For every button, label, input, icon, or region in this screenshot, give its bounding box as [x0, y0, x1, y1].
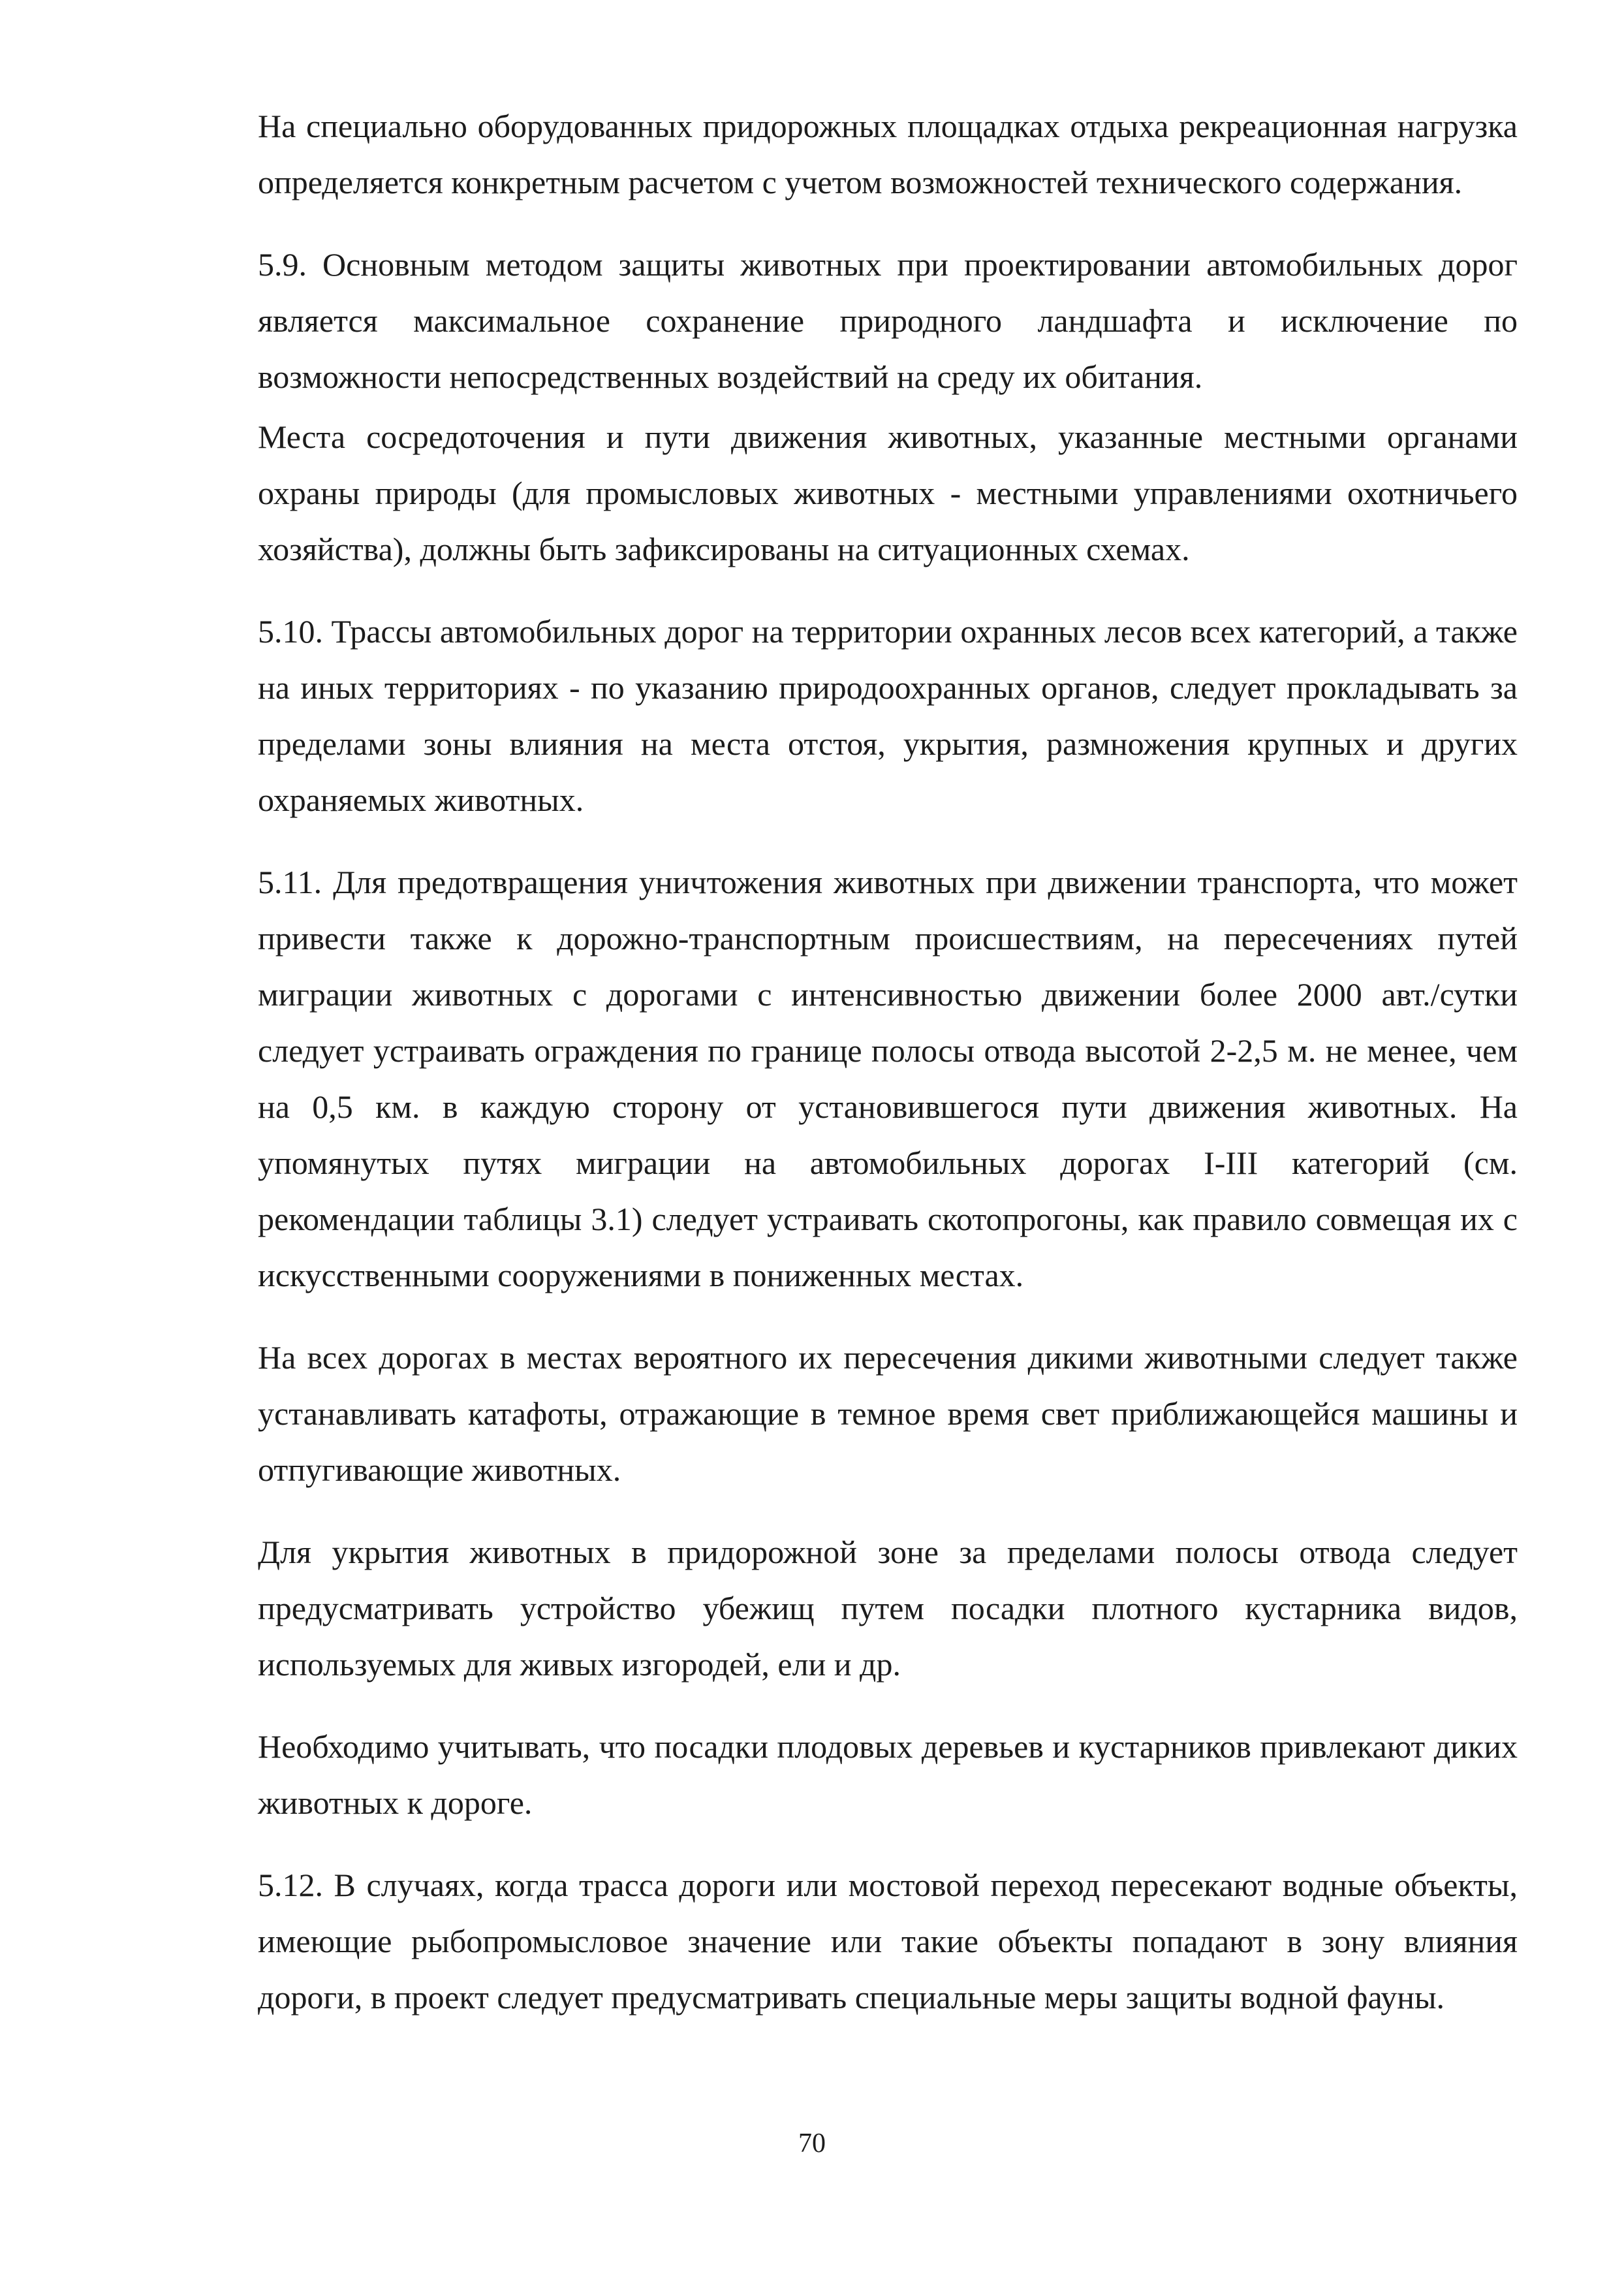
paragraph-5-11: 5.11. Для предотвращения уничтожения животных при движении транспорта, что может привести также к дорожно-транспортным происшествиям, на пересечениях путей миграции животных с дорогами с интенсивностью движении более 2000 авт./сутки следует устраивать ограждения по границе полосы отвода высотой 2-2,5 м. не менее, чем на 0,5 км. в каждую сторону от установившегося пути движения животных. На упомянутых путях миграции на автомобильных дорогах I-III категорий (см. рекомендации таблицы 3.1) следует устраивать скотопрогоны, как правило совмещая их с искусственными сооружениями в пониженных местах. [258, 864, 1518, 1293]
paragraph-animal-locations: Места сосредоточения и пути движения животных, указанные местными органами охраны природы (для промысловых животных - местными управлениями охотничьего хозяйства), должны быть зафиксированы на ситуационных схемах. [258, 419, 1518, 567]
paragraph-5-12: 5.12. В случаях, когда трасса дороги или мостовой переход пересекают водные объекты, имеющие рыбопромысловое значение или такие объекты попадают в зону влияния дороги, в проект следует предусматривать специальные меры защиты водной фауны. [258, 1867, 1518, 2016]
document-body [258, 98, 1518, 2025]
paragraph-5-9: 5.9. Основным методом защиты животных при проектировании автомобильных дорог является максимальное сохранение природного ландшафта и исключение по возможности непосредственных воздействий на среду их обитания. [258, 246, 1518, 395]
paragraph-5-10: 5.10. Трассы автомобильных дорог на территории охранных лесов всех категорий, а также на иных территориях - по указанию природоохранных органов, следует прокладывать за пределами зоны влияния на места отстоя, укрытия, размножения крупных и других охраняемых животных. [258, 613, 1518, 818]
paragraph-recreation-load: На специально оборудованных придорожных площадках отдыха рекреационная нагрузка определяется конкретным расчетом с учетом возможностей технического содержания. [258, 108, 1518, 200]
paragraph-fruit-trees: Необходимо учитывать, что посадки плодовых деревьев и кустарников привлекают диких животных к дороге. [258, 1728, 1518, 1821]
paragraph-reflectors: На всех дорогах в местах вероятного их пересечения дикими животными следует также устанавливать катафоты, отражающие в темное время свет приближающейся машины и отпугивающие животных. [258, 1339, 1518, 1488]
paragraph-shelters: Для укрытия животных в придорожной зоне за пределами полосы отвода следует предусматривать устройство убежищ путем посадки плотного кустарника видов, используемых для живых изгородей, ели и др. [258, 1534, 1518, 1683]
page-number: 70 [798, 2128, 826, 2159]
